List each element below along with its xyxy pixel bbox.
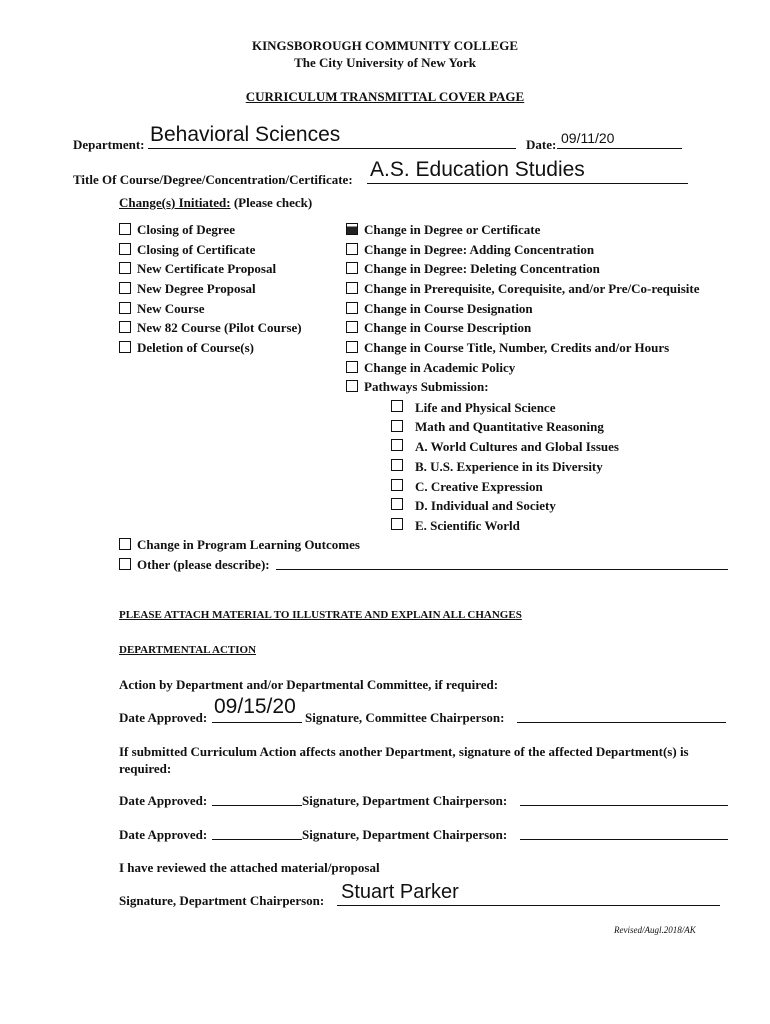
checkbox-course-title[interactable] bbox=[346, 341, 358, 353]
checkbox-program-learning-outcomes[interactable] bbox=[119, 538, 131, 550]
affects-notice: If submitted Curriculum Action affects another Department, signature of the affected Department(s) is required: bbox=[119, 744, 689, 776]
dept-signature-field-3[interactable] bbox=[520, 839, 728, 840]
final-signature-label: Signature, Department Chairperson: bbox=[119, 893, 325, 908]
option-new-course: New Course bbox=[137, 301, 205, 316]
date-label: Date: bbox=[526, 137, 557, 152]
college-name: KINGSBOROUGH COMMUNITY COLLEGE bbox=[251, 38, 519, 53]
committee-signature-field[interactable] bbox=[517, 722, 726, 723]
option-scientific-world: E. Scientific World bbox=[415, 518, 520, 533]
changes-initiated-label: Change(s) Initiated: bbox=[119, 195, 231, 210]
checkbox-new-certificate[interactable] bbox=[119, 262, 131, 274]
checkbox-change-prerequisite[interactable] bbox=[346, 282, 358, 294]
dept-signature-label-3: Signature, Department Chairperson: bbox=[302, 827, 508, 842]
changes-initiated-hint: (Please check) bbox=[233, 195, 313, 210]
checkbox-new-course[interactable] bbox=[119, 302, 131, 314]
checkbox-creative-expression[interactable] bbox=[391, 479, 403, 491]
option-course-designation: Change in Course Designation bbox=[364, 301, 533, 316]
committee-signature-label: Signature, Committee Chairperson: bbox=[305, 710, 505, 725]
form-title: CURRICULUM TRANSMITTAL COVER PAGE bbox=[245, 89, 525, 104]
checkbox-world-cultures[interactable] bbox=[391, 439, 403, 451]
option-new-82-course: New 82 Course (Pilot Course) bbox=[137, 320, 302, 335]
checkbox-new-degree[interactable] bbox=[119, 282, 131, 294]
option-adding-concentration: Change in Degree: Adding Concentration bbox=[364, 242, 595, 257]
reviewed-statement: I have reviewed the attached material/proposal bbox=[119, 860, 380, 875]
checkbox-new-82-course[interactable] bbox=[119, 321, 131, 333]
university-name: The City University of New York bbox=[294, 55, 476, 70]
checkbox-closing-certificate[interactable] bbox=[119, 243, 131, 255]
action-committee-text: Action by Department and/or Departmental Committee, if required: bbox=[119, 677, 499, 692]
date-underline bbox=[557, 148, 682, 149]
checkbox-course-description[interactable] bbox=[346, 321, 358, 333]
dept-action-heading: DEPARTMENTAL ACTION bbox=[119, 644, 257, 656]
date-approved-label-1: Date Approved: bbox=[119, 710, 208, 725]
option-new-certificate: New Certificate Proposal bbox=[137, 261, 277, 276]
title-label: Title Of Course/Degree/Concentration/Certificate: bbox=[73, 172, 353, 187]
option-math-quantitative: Math and Quantitative Reasoning bbox=[415, 419, 604, 434]
dept-signature-field-2[interactable] bbox=[520, 805, 728, 806]
attach-notice: PLEASE ATTACH MATERIAL TO ILLUSTRATE AND EXPLAIN ALL CHANGES bbox=[119, 609, 522, 621]
revision-note: Revised/Augl.2018/AK bbox=[614, 925, 696, 935]
date-approved-label-3: Date Approved: bbox=[119, 827, 208, 842]
checkbox-life-physical-science[interactable] bbox=[391, 400, 403, 412]
other-describe-field[interactable] bbox=[276, 569, 728, 570]
date-approved-label-2: Date Approved: bbox=[119, 793, 208, 808]
option-other: Other (please describe): bbox=[137, 557, 270, 572]
checkbox-pathways-submission[interactable] bbox=[346, 380, 358, 392]
date-approved-field-1[interactable]: 09/15/20 bbox=[214, 695, 296, 718]
option-change-prerequisite: Change in Prerequisite, Corequisite, and/or Pre/Co-requisite bbox=[364, 281, 700, 296]
option-deleting-concentration: Change in Degree: Deleting Concentration bbox=[364, 261, 600, 276]
checkbox-adding-concentration[interactable] bbox=[346, 243, 358, 255]
final-signature-underline bbox=[337, 905, 720, 906]
department-field[interactable]: Behavioral Sciences bbox=[150, 123, 341, 146]
department-label: Department: bbox=[73, 137, 145, 152]
option-closing-certificate: Closing of Certificate bbox=[137, 242, 256, 257]
option-world-cultures: A. World Cultures and Global Issues bbox=[415, 439, 619, 454]
option-life-physical-science: Life and Physical Science bbox=[415, 400, 556, 415]
department-underline bbox=[148, 148, 516, 149]
checkbox-scientific-world[interactable] bbox=[391, 518, 403, 530]
date-approved-field-3[interactable] bbox=[212, 839, 302, 840]
checkbox-us-experience[interactable] bbox=[391, 459, 403, 471]
checkbox-closing-degree[interactable] bbox=[119, 223, 131, 235]
option-individual-society: D. Individual and Society bbox=[415, 498, 556, 513]
option-deletion-course: Deletion of Course(s) bbox=[137, 340, 254, 355]
option-us-experience: B. U.S. Experience in its Diversity bbox=[415, 459, 603, 474]
option-closing-degree: Closing of Degree bbox=[137, 222, 235, 237]
checkbox-individual-society[interactable] bbox=[391, 498, 403, 510]
title-underline bbox=[367, 183, 688, 184]
option-change-degree-certificate: Change in Degree or Certificate bbox=[364, 222, 541, 237]
checkbox-deleting-concentration[interactable] bbox=[346, 262, 358, 274]
checkbox-course-designation[interactable] bbox=[346, 302, 358, 314]
changes-initiated bbox=[119, 195, 312, 211]
option-program-learning-outcomes: Change in Program Learning Outcomes bbox=[137, 537, 360, 552]
option-course-description: Change in Course Description bbox=[364, 320, 532, 335]
dept-signature-label-2: Signature, Department Chairperson: bbox=[302, 793, 508, 808]
option-academic-policy: Change in Academic Policy bbox=[364, 360, 516, 375]
option-new-degree: New Degree Proposal bbox=[137, 281, 256, 296]
checkbox-change-degree-certificate[interactable] bbox=[346, 223, 358, 235]
date-approved-underline-1 bbox=[212, 722, 302, 723]
final-signature-field[interactable]: Stuart Parker bbox=[341, 881, 459, 903]
checkbox-academic-policy[interactable] bbox=[346, 361, 358, 373]
date-approved-field-2[interactable] bbox=[212, 805, 302, 806]
date-field[interactable]: 09/11/20 bbox=[561, 130, 615, 146]
checkbox-math-quantitative[interactable] bbox=[391, 420, 403, 432]
checkbox-other[interactable] bbox=[119, 558, 131, 570]
option-course-title: Change in Course Title, Number, Credits and/or Hours bbox=[364, 340, 670, 355]
option-pathways-submission: Pathways Submission: bbox=[364, 379, 489, 394]
option-creative-expression: C. Creative Expression bbox=[415, 479, 543, 494]
checkbox-deletion-course[interactable] bbox=[119, 341, 131, 353]
title-field[interactable]: A.S. Education Studies bbox=[370, 158, 585, 181]
